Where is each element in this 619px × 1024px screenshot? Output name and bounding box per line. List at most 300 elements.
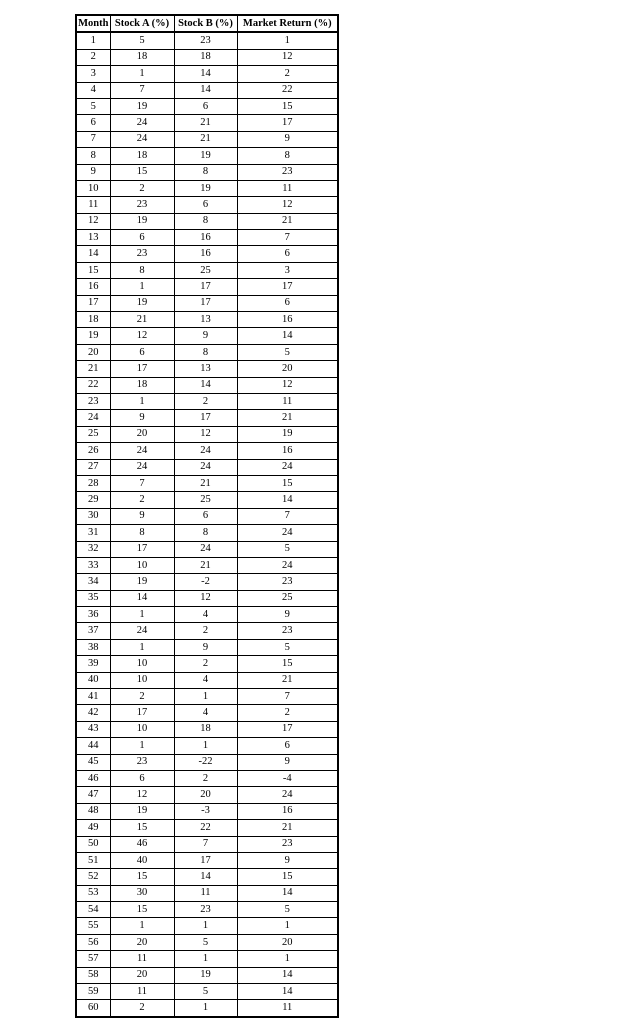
cell-market-return: 8	[237, 148, 338, 164]
cell-stock-a: 46	[110, 836, 174, 852]
cell-market-return: 21	[237, 213, 338, 229]
cell-stock-a: 19	[110, 295, 174, 311]
cell-market-return: 2	[237, 705, 338, 721]
table-row	[76, 1000, 338, 1017]
cell-market-return: 14	[237, 328, 338, 344]
cell-stock-b: 19	[174, 967, 237, 983]
cell-market-return: 20	[237, 934, 338, 950]
cell-stock-a: 15	[110, 164, 174, 180]
cell-stock-b: 19	[174, 148, 237, 164]
cell-stock-a: 1	[110, 738, 174, 754]
cell-stock-a: 17	[110, 541, 174, 557]
cell-stock-a: 18	[110, 148, 174, 164]
cell-stock-a: 23	[110, 754, 174, 770]
cell-market-return: 7	[237, 230, 338, 246]
cell-stock-b: 23	[174, 902, 237, 918]
cell-month: 8	[76, 148, 110, 164]
table-row	[76, 328, 338, 344]
cell-market-return: 11	[237, 180, 338, 196]
table-row	[76, 377, 338, 393]
cell-market-return: 16	[237, 803, 338, 819]
cell-month: 14	[76, 246, 110, 262]
cell-month: 28	[76, 475, 110, 491]
cell-stock-b: 21	[174, 557, 237, 573]
cell-stock-b: 4	[174, 607, 237, 623]
header-row	[76, 15, 338, 32]
cell-month: 20	[76, 344, 110, 360]
cell-stock-a: 8	[110, 262, 174, 278]
cell-market-return: 9	[237, 754, 338, 770]
table-row	[76, 49, 338, 65]
cell-month: 48	[76, 803, 110, 819]
cell-stock-b: 4	[174, 672, 237, 688]
cell-month: 10	[76, 180, 110, 196]
table-row	[76, 213, 338, 229]
cell-month: 24	[76, 410, 110, 426]
table-row	[76, 738, 338, 754]
cell-market-return: 23	[237, 623, 338, 639]
cell-stock-b: 1	[174, 918, 237, 934]
cell-market-return: 21	[237, 672, 338, 688]
table-row	[76, 590, 338, 606]
cell-market-return: 21	[237, 410, 338, 426]
cell-month: 5	[76, 98, 110, 114]
table-row	[76, 393, 338, 409]
cell-market-return: 7	[237, 508, 338, 524]
cell-stock-b: 8	[174, 344, 237, 360]
returns-table	[75, 14, 339, 1018]
cell-stock-b: 12	[174, 426, 237, 442]
cell-stock-a: 12	[110, 328, 174, 344]
cell-stock-a: 15	[110, 820, 174, 836]
table-row	[76, 344, 338, 360]
cell-market-return: 12	[237, 49, 338, 65]
cell-stock-a: 18	[110, 377, 174, 393]
cell-stock-b: 16	[174, 230, 237, 246]
table-row	[76, 918, 338, 934]
cell-stock-a: 10	[110, 656, 174, 672]
cell-stock-a: 1	[110, 66, 174, 82]
table-row	[76, 770, 338, 786]
cell-stock-a: 24	[110, 459, 174, 475]
table-row	[76, 541, 338, 557]
cell-stock-b: 2	[174, 623, 237, 639]
table-row	[76, 279, 338, 295]
cell-stock-b: 22	[174, 820, 237, 836]
table-row	[76, 557, 338, 573]
cell-month: 58	[76, 967, 110, 983]
table-row	[76, 426, 338, 442]
cell-market-return: 22	[237, 82, 338, 98]
table-row	[76, 131, 338, 147]
cell-stock-b: 9	[174, 639, 237, 655]
table-row	[76, 852, 338, 868]
cell-stock-a: 10	[110, 557, 174, 573]
cell-market-return: 17	[237, 721, 338, 737]
cell-market-return: 5	[237, 541, 338, 557]
cell-market-return: -4	[237, 770, 338, 786]
cell-stock-a: 20	[110, 426, 174, 442]
cell-stock-b: 23	[174, 32, 237, 49]
cell-month: 41	[76, 689, 110, 705]
cell-stock-b: 14	[174, 377, 237, 393]
table-row	[76, 689, 338, 705]
cell-stock-a: 7	[110, 82, 174, 98]
cell-month: 42	[76, 705, 110, 721]
cell-stock-b: 6	[174, 508, 237, 524]
cell-market-return: 24	[237, 525, 338, 541]
table-row	[76, 361, 338, 377]
cell-month: 47	[76, 787, 110, 803]
cell-month: 32	[76, 541, 110, 557]
cell-market-return: 11	[237, 1000, 338, 1017]
cell-stock-b: 14	[174, 869, 237, 885]
cell-month: 44	[76, 738, 110, 754]
cell-stock-b: 17	[174, 295, 237, 311]
table-row	[76, 164, 338, 180]
cell-stock-a: 14	[110, 590, 174, 606]
cell-stock-a: 11	[110, 951, 174, 967]
cell-market-return: 24	[237, 787, 338, 803]
cell-market-return: 17	[237, 115, 338, 131]
cell-market-return: 24	[237, 557, 338, 573]
cell-stock-a: 5	[110, 32, 174, 49]
cell-stock-a: 10	[110, 721, 174, 737]
cell-market-return: 16	[237, 443, 338, 459]
table-row	[76, 32, 338, 49]
cell-month: 29	[76, 492, 110, 508]
table-row	[76, 312, 338, 328]
cell-stock-a: 2	[110, 492, 174, 508]
table-row	[76, 984, 338, 1000]
cell-stock-b: 2	[174, 393, 237, 409]
table-header	[76, 15, 338, 32]
cell-month: 50	[76, 836, 110, 852]
cell-stock-b: 25	[174, 262, 237, 278]
cell-market-return: 23	[237, 164, 338, 180]
table-row	[76, 574, 338, 590]
cell-stock-a: 1	[110, 918, 174, 934]
cell-month: 40	[76, 672, 110, 688]
cell-stock-a: 2	[110, 689, 174, 705]
table-row	[76, 115, 338, 131]
table-row	[76, 148, 338, 164]
cell-stock-a: 1	[110, 639, 174, 655]
table-row	[76, 656, 338, 672]
cell-stock-a: 12	[110, 787, 174, 803]
cell-stock-a: 17	[110, 361, 174, 377]
cell-stock-a: 19	[110, 98, 174, 114]
cell-month: 33	[76, 557, 110, 573]
cell-stock-a: 15	[110, 869, 174, 885]
table-row	[76, 197, 338, 213]
header-stock-a: Stock A (%)	[110, 15, 174, 32]
cell-month: 27	[76, 459, 110, 475]
cell-stock-b: 17	[174, 279, 237, 295]
cell-stock-b: 25	[174, 492, 237, 508]
cell-market-return: 23	[237, 836, 338, 852]
cell-market-return: 15	[237, 475, 338, 491]
cell-month: 59	[76, 984, 110, 1000]
cell-market-return: 21	[237, 820, 338, 836]
cell-month: 52	[76, 869, 110, 885]
cell-stock-b: 7	[174, 836, 237, 852]
cell-month: 55	[76, 918, 110, 934]
cell-stock-a: 2	[110, 180, 174, 196]
table-body	[76, 32, 338, 1016]
cell-stock-b: 11	[174, 885, 237, 901]
cell-market-return: 5	[237, 902, 338, 918]
table-row	[76, 98, 338, 114]
cell-stock-b: 8	[174, 164, 237, 180]
table-row	[76, 967, 338, 983]
cell-stock-a: 24	[110, 443, 174, 459]
cell-market-return: 23	[237, 574, 338, 590]
cell-stock-a: 40	[110, 852, 174, 868]
table-row	[76, 475, 338, 491]
cell-market-return: 12	[237, 197, 338, 213]
cell-stock-a: 2	[110, 1000, 174, 1017]
cell-stock-b: 21	[174, 115, 237, 131]
cell-stock-b: 6	[174, 197, 237, 213]
cell-month: 51	[76, 852, 110, 868]
cell-stock-a: 24	[110, 115, 174, 131]
cell-stock-b: 24	[174, 541, 237, 557]
cell-stock-a: 19	[110, 213, 174, 229]
cell-stock-a: 6	[110, 770, 174, 786]
cell-stock-a: 19	[110, 803, 174, 819]
cell-stock-b: 19	[174, 180, 237, 196]
cell-market-return: 6	[237, 246, 338, 262]
cell-market-return: 15	[237, 869, 338, 885]
cell-month: 49	[76, 820, 110, 836]
table-row	[76, 180, 338, 196]
cell-stock-b: 18	[174, 721, 237, 737]
cell-stock-a: 6	[110, 344, 174, 360]
table-row	[76, 672, 338, 688]
cell-market-return: 17	[237, 279, 338, 295]
cell-month: 26	[76, 443, 110, 459]
cell-stock-a: 20	[110, 934, 174, 950]
cell-stock-a: 10	[110, 672, 174, 688]
cell-stock-a: 6	[110, 230, 174, 246]
cell-market-return: 20	[237, 361, 338, 377]
cell-stock-b: 14	[174, 82, 237, 98]
cell-stock-b: 8	[174, 213, 237, 229]
cell-month: 45	[76, 754, 110, 770]
cell-month: 21	[76, 361, 110, 377]
cell-market-return: 9	[237, 131, 338, 147]
table-row	[76, 705, 338, 721]
cell-month: 54	[76, 902, 110, 918]
cell-market-return: 25	[237, 590, 338, 606]
cell-month: 57	[76, 951, 110, 967]
cell-stock-b: 17	[174, 410, 237, 426]
cell-month: 43	[76, 721, 110, 737]
cell-month: 36	[76, 607, 110, 623]
cell-month: 56	[76, 934, 110, 950]
table-row	[76, 951, 338, 967]
header-month: Month	[76, 15, 110, 32]
cell-stock-a: 11	[110, 984, 174, 1000]
cell-stock-b: 6	[174, 98, 237, 114]
table-row	[76, 82, 338, 98]
table-row	[76, 525, 338, 541]
cell-month: 31	[76, 525, 110, 541]
cell-market-return: 1	[237, 951, 338, 967]
table-row	[76, 787, 338, 803]
cell-market-return: 16	[237, 312, 338, 328]
cell-stock-a: 18	[110, 49, 174, 65]
cell-month: 34	[76, 574, 110, 590]
cell-stock-a: 19	[110, 574, 174, 590]
cell-stock-a: 24	[110, 131, 174, 147]
cell-stock-b: 13	[174, 312, 237, 328]
cell-market-return: 6	[237, 738, 338, 754]
cell-month: 4	[76, 82, 110, 98]
table-row	[76, 934, 338, 950]
cell-stock-b: -22	[174, 754, 237, 770]
table-row	[76, 721, 338, 737]
cell-month: 53	[76, 885, 110, 901]
table-row	[76, 869, 338, 885]
table-row	[76, 623, 338, 639]
cell-stock-a: 17	[110, 705, 174, 721]
cell-stock-b: 20	[174, 787, 237, 803]
cell-stock-b: 21	[174, 475, 237, 491]
cell-stock-b: 4	[174, 705, 237, 721]
cell-month: 7	[76, 131, 110, 147]
cell-market-return: 15	[237, 656, 338, 672]
table-row	[76, 443, 338, 459]
cell-stock-b: -2	[174, 574, 237, 590]
cell-stock-a: 9	[110, 508, 174, 524]
cell-stock-b: 18	[174, 49, 237, 65]
table-row	[76, 885, 338, 901]
cell-month: 12	[76, 213, 110, 229]
cell-month: 23	[76, 393, 110, 409]
cell-stock-b: 21	[174, 131, 237, 147]
cell-stock-b: 24	[174, 459, 237, 475]
cell-stock-b: 13	[174, 361, 237, 377]
cell-market-return: 1	[237, 918, 338, 934]
header-market-return: Market Return (%)	[237, 15, 338, 32]
cell-month: 37	[76, 623, 110, 639]
table-row	[76, 820, 338, 836]
cell-month: 39	[76, 656, 110, 672]
cell-stock-b: 24	[174, 443, 237, 459]
cell-stock-a: 8	[110, 525, 174, 541]
cell-month: 9	[76, 164, 110, 180]
cell-market-return: 6	[237, 295, 338, 311]
cell-stock-a: 20	[110, 967, 174, 983]
cell-stock-a: 23	[110, 246, 174, 262]
cell-market-return: 2	[237, 66, 338, 82]
cell-stock-b: 5	[174, 984, 237, 1000]
cell-stock-a: 9	[110, 410, 174, 426]
cell-stock-b: 17	[174, 852, 237, 868]
cell-month: 19	[76, 328, 110, 344]
cell-market-return: 5	[237, 639, 338, 655]
cell-month: 35	[76, 590, 110, 606]
cell-market-return: 9	[237, 607, 338, 623]
cell-month: 16	[76, 279, 110, 295]
cell-stock-b: 2	[174, 770, 237, 786]
table-row	[76, 230, 338, 246]
cell-month: 17	[76, 295, 110, 311]
cell-stock-b: 5	[174, 934, 237, 950]
cell-stock-b: 1	[174, 689, 237, 705]
cell-stock-a: 23	[110, 197, 174, 213]
table-row	[76, 803, 338, 819]
cell-stock-b: 1	[174, 738, 237, 754]
cell-stock-b: 1	[174, 1000, 237, 1017]
cell-market-return: 14	[237, 967, 338, 983]
cell-market-return: 5	[237, 344, 338, 360]
cell-stock-a: 24	[110, 623, 174, 639]
cell-market-return: 14	[237, 492, 338, 508]
header-stock-b: Stock B (%)	[174, 15, 237, 32]
cell-market-return: 24	[237, 459, 338, 475]
table-row	[76, 262, 338, 278]
table-row	[76, 607, 338, 623]
cell-market-return: 14	[237, 885, 338, 901]
table-row	[76, 836, 338, 852]
cell-month: 25	[76, 426, 110, 442]
cell-month: 3	[76, 66, 110, 82]
table-row	[76, 492, 338, 508]
cell-market-return: 12	[237, 377, 338, 393]
table-row	[76, 754, 338, 770]
cell-stock-a: 1	[110, 607, 174, 623]
table-row	[76, 639, 338, 655]
cell-stock-a: 1	[110, 393, 174, 409]
cell-stock-a: 30	[110, 885, 174, 901]
cell-month: 46	[76, 770, 110, 786]
cell-month: 6	[76, 115, 110, 131]
cell-stock-b: 16	[174, 246, 237, 262]
cell-market-return: 19	[237, 426, 338, 442]
cell-stock-a: 15	[110, 902, 174, 918]
cell-market-return: 7	[237, 689, 338, 705]
table-row	[76, 246, 338, 262]
cell-month: 11	[76, 197, 110, 213]
table-row	[76, 295, 338, 311]
table-row	[76, 902, 338, 918]
cell-market-return: 11	[237, 393, 338, 409]
cell-stock-a: 7	[110, 475, 174, 491]
cell-market-return: 9	[237, 852, 338, 868]
cell-month: 22	[76, 377, 110, 393]
cell-month: 38	[76, 639, 110, 655]
cell-stock-a: 21	[110, 312, 174, 328]
cell-month: 13	[76, 230, 110, 246]
cell-market-return: 15	[237, 98, 338, 114]
cell-month: 1	[76, 32, 110, 49]
cell-market-return: 1	[237, 32, 338, 49]
cell-stock-b: -3	[174, 803, 237, 819]
cell-stock-b: 8	[174, 525, 237, 541]
cell-month: 18	[76, 312, 110, 328]
cell-stock-a: 1	[110, 279, 174, 295]
cell-month: 60	[76, 1000, 110, 1017]
cell-month: 15	[76, 262, 110, 278]
table-row	[76, 508, 338, 524]
cell-stock-b: 1	[174, 951, 237, 967]
cell-market-return: 3	[237, 262, 338, 278]
table-row	[76, 66, 338, 82]
cell-market-return: 14	[237, 984, 338, 1000]
